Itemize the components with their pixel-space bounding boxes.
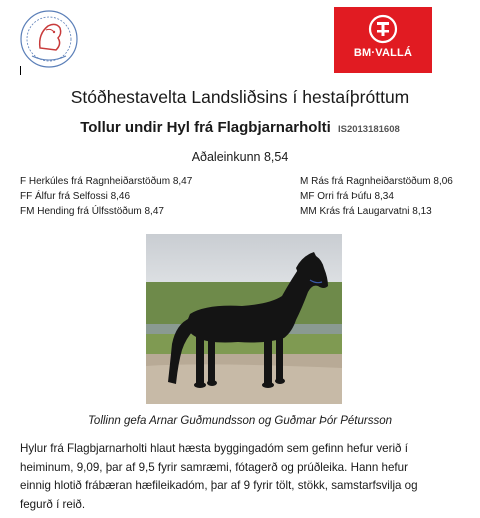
pedigree-entry: M Rás frá Ragnheiðarstöðum 8,06 [300, 176, 453, 187]
registration-number: IS2013181608 [337, 124, 400, 135]
description-line: fegurð í reið. [20, 497, 86, 511]
description-line: Hylur frá Flagbjarnarholti hlaut hæsta byggingadóm sem gefinn hefur verið í [20, 442, 408, 455]
pedigree-sire-side [20, 174, 192, 219]
event-title: Stóðhestavelta Landsliðsins í hestaíþróttum [70, 87, 410, 107]
pedigree-entry: MM Krás frá Laugarvatni 8,13 [300, 206, 432, 217]
bm-valla-logo-icon [368, 14, 398, 44]
sponsor-brand-text: BM·VALLÁ [353, 47, 413, 59]
federation-crest-icon [18, 8, 80, 70]
description-line: heiminum, 9,09, þar af 9,5 fyrir samræmi, fótagerð og prúðleika. Hann hefur [20, 460, 408, 474]
pedigree-dam-side [300, 174, 453, 219]
pedigree-entry: FF Álfur frá Selfossi 8,46 [20, 191, 131, 202]
horse-name-line [0, 119, 480, 136]
pedigree-entry: F Herkúles frá Ragnheiðarstöðum 8,47 [20, 176, 193, 187]
sponsor-logo [334, 7, 432, 73]
pedigree-entry: MF Orri frá Þúfu 8,34 [300, 191, 394, 202]
photo-caption: Tollinn gefa Arnar Guðmundsson og Guðmar Þór Pétursson [87, 415, 393, 427]
pedigree-entry: FM Hending frá Úlfsstöðum 8,47 [20, 206, 164, 217]
main-score: Aðaleinkunn 8,54 [191, 150, 289, 164]
black-stallion-photo [146, 234, 342, 404]
horse-name: Tollur undir Hyl frá Flagbjarnarholti [80, 119, 331, 136]
text-cursor [20, 66, 21, 75]
description-paragraph [20, 440, 468, 514]
description-line: einnig hlotið frábæran hæfileikadóm, þar af 9 fyrir tölt, stökk, samstarfsvilja og [20, 479, 418, 492]
